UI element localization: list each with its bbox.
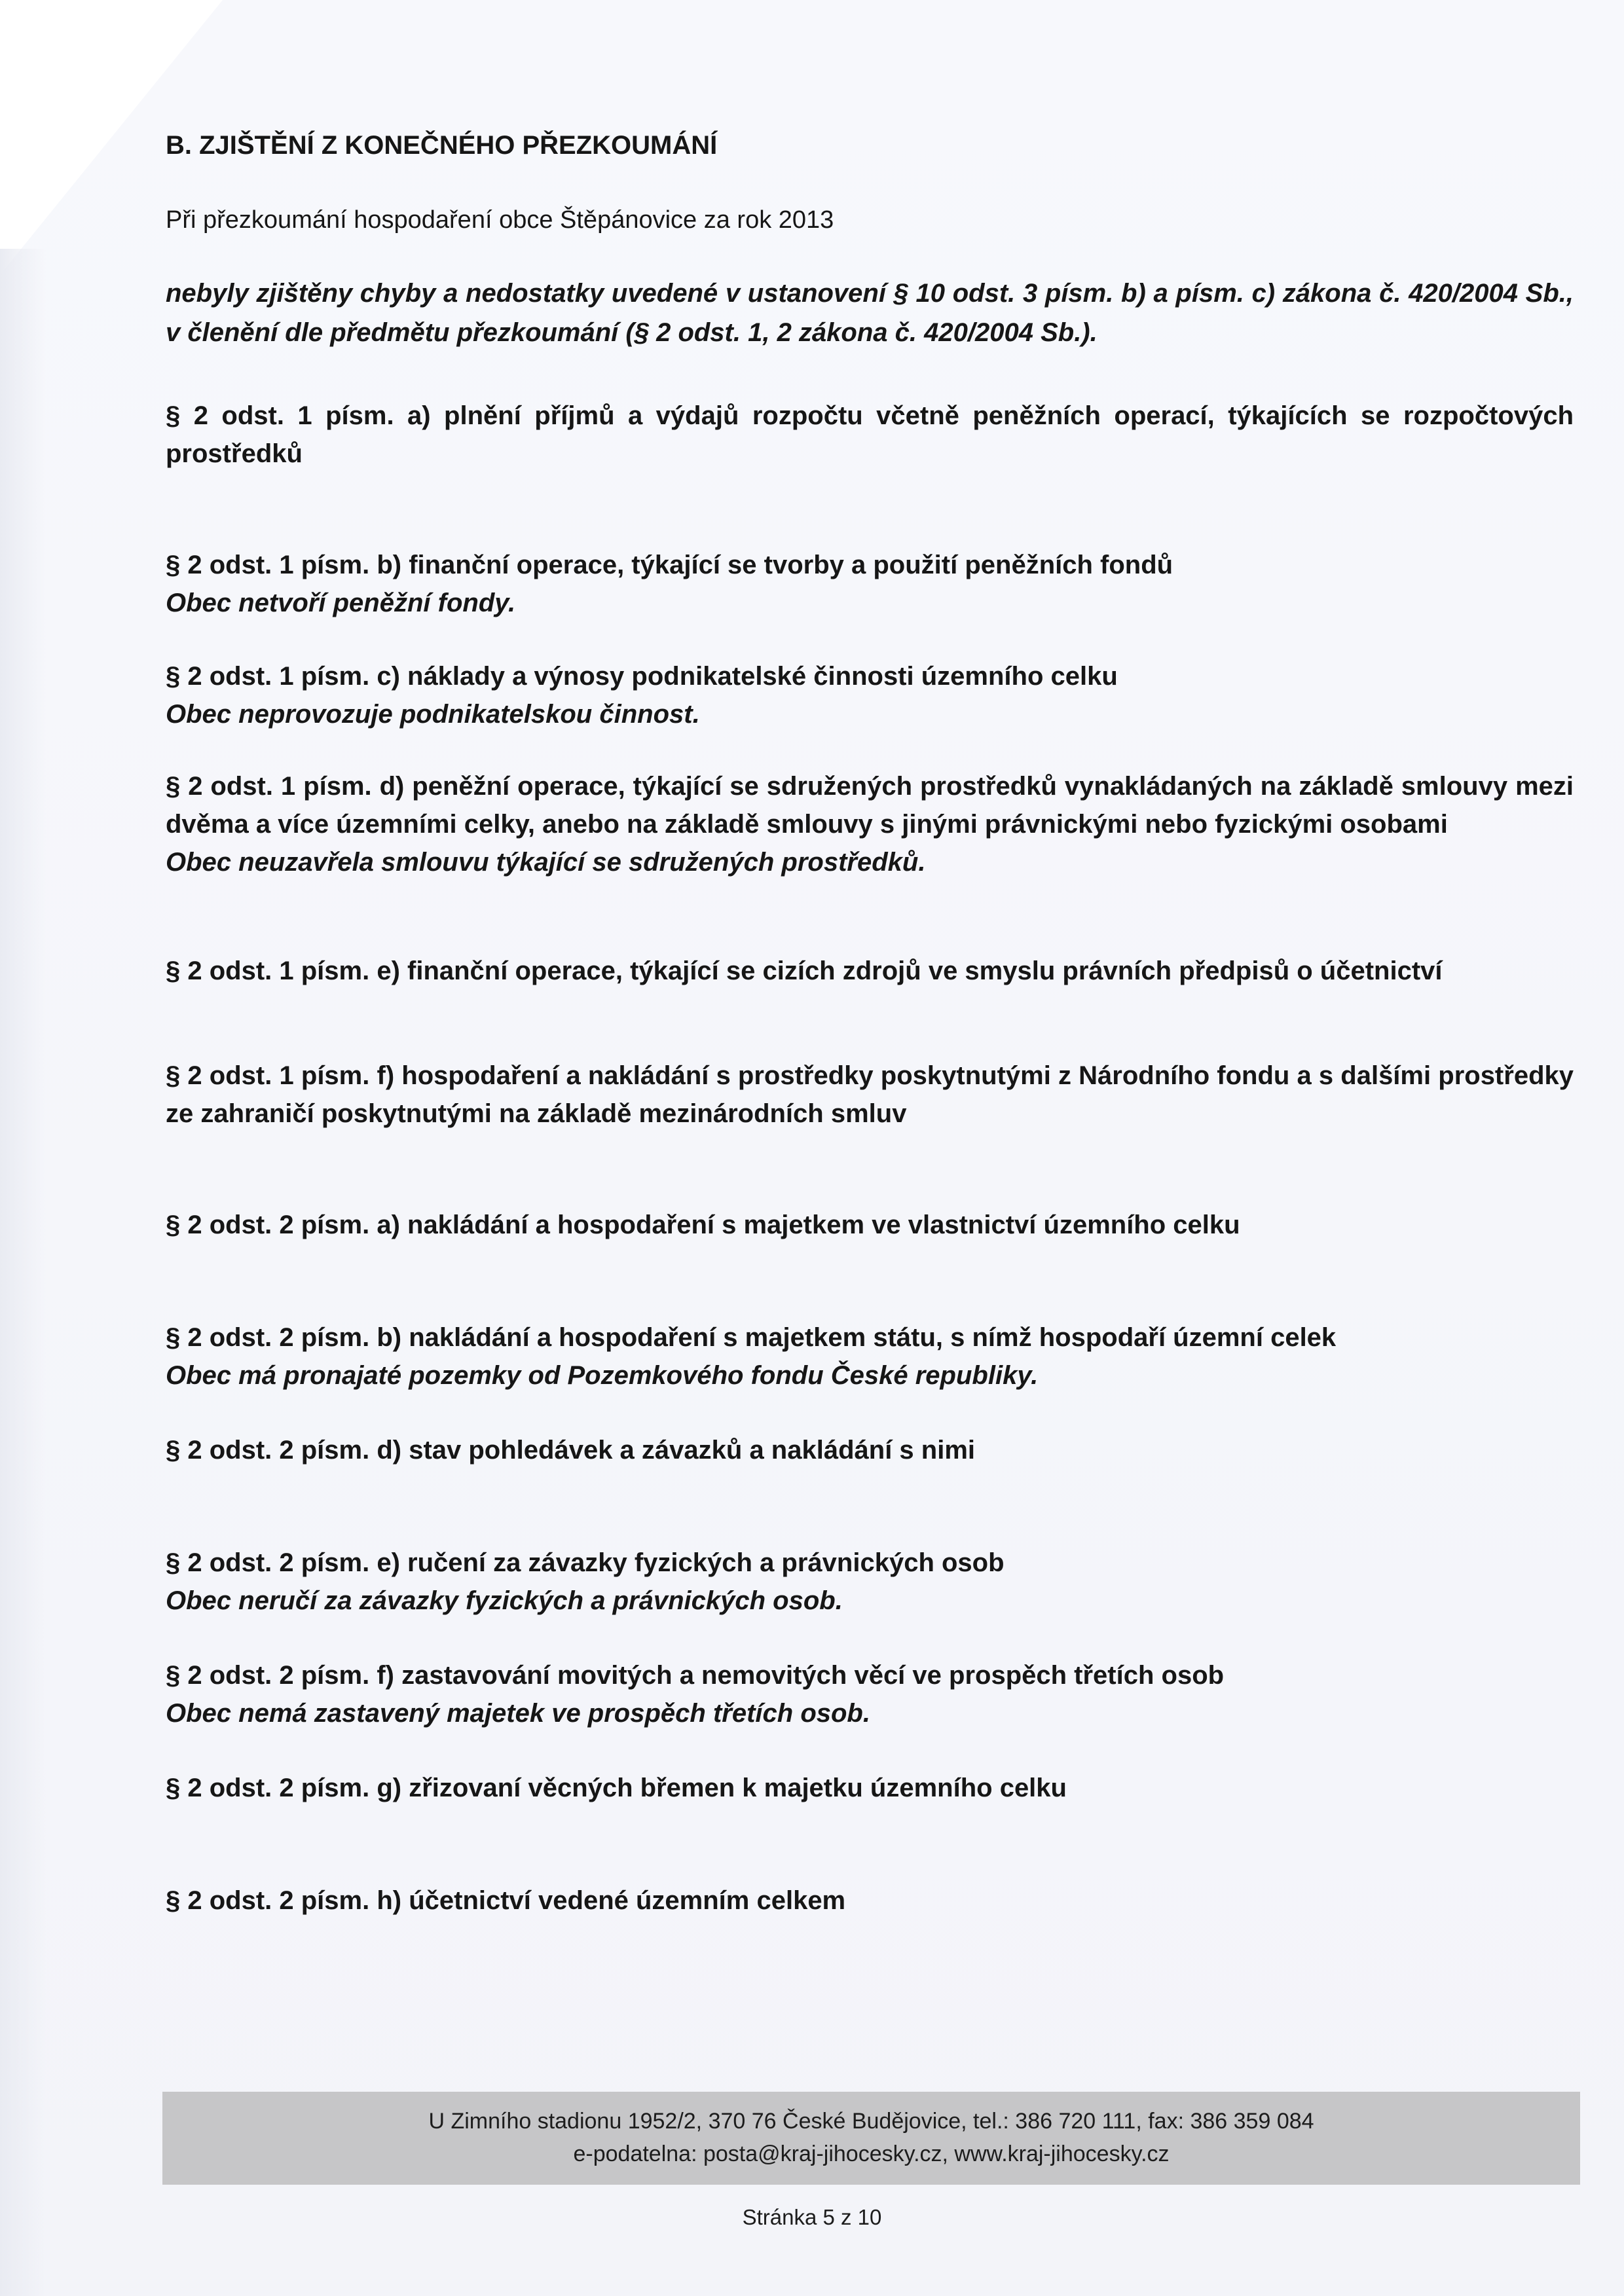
report-content [166, 131, 1574, 1927]
review-item-2-1-e [166, 952, 1574, 1057]
review-item-title: § 2 odst. 2 písm. a) nakládání a hospodaření s majetkem ve vlastnictví územního celku [166, 1211, 1240, 1239]
page-number: Stránka 5 z 10 [742, 2205, 882, 2229]
review-item-2-1-c [166, 657, 1574, 767]
footer-address: U Zimního stadionu 1952/2, 370 76 České Budějovice, tel.: 386 720 111, fax: 386 359 084 [428, 2109, 1314, 2134]
intro-text: Při přezkoumání hospodaření obce Štěpánovice za rok 2013 [166, 206, 834, 234]
review-item-2-1-d [166, 767, 1574, 952]
review-item-title: § 2 odst. 1 písm. e) finanční operace, týkající se cizích zdrojů ve smyslu právních předpisů o účetnictví [166, 957, 1443, 985]
review-item-2-2-g [166, 1769, 1574, 1882]
review-item-note: Obec netvoří peněžní fondy. [166, 589, 516, 617]
review-item-title: § 2 odst. 1 písm. d) peněžní operace, týkající se sdružených prostředků vynakládaných na základě smlouvy mezi dvěma a více územními celky, anebo na základě smlouvy s jinými právnickými nebo fyzickými osobami [166, 772, 1574, 839]
review-item-2-2-h [166, 1882, 1574, 1927]
footer-contact: e-podatelna: posta@kraj-jihocesky.cz, www.kraj-jihocesky.cz [573, 2141, 1170, 2166]
review-item-note: Obec má pronajaté pozemky od Pozemkového fondu České republiky. [166, 1361, 1039, 1390]
review-item-title: § 2 odst. 2 písm. e) ručení za závazky fyzických a právnických osob [166, 1548, 1005, 1577]
review-item-title: § 2 odst. 1 písm. b) finanční operace, týkající se tvorby a použití peněžních fondů [166, 551, 1173, 579]
review-item-note: Obec neprovozuje podnikatelskou činnost. [166, 700, 700, 729]
review-item-title: § 2 odst. 2 písm. h) účetnictví vedené územním celkem [166, 1886, 846, 1915]
review-item-title: § 2 odst. 2 písm. g) zřizovaní věcných břemen k majetku územního celku [166, 1774, 1067, 1802]
review-item-2-1-b [166, 546, 1574, 657]
footer-contact-band [162, 2092, 1580, 2185]
review-item-title: § 2 odst. 1 písm. f) hospodaření a nakládání s prostředky poskytnutými z Národního fondu a s dalšími prostředky ze zahraničí poskytnutými na základě mezinárodních smluv [166, 1061, 1574, 1128]
scan-edge-shadow [0, 249, 46, 2296]
review-item-title: § 2 odst. 2 písm. d) stav pohledávek a závazků a nakládání s nimi [166, 1436, 976, 1465]
section-heading: B. ZJIŠTĚNÍ Z KONEČNÉHO PŘEZKOUMÁNÍ [166, 131, 718, 160]
review-item-2-2-b [166, 1319, 1574, 1431]
review-item-title: § 2 odst. 1 písm. c) náklady a výnosy podnikatelské činnosti územního celku [166, 662, 1118, 691]
review-item-2-2-f [166, 1656, 1574, 1769]
review-item-2-1-a [166, 397, 1574, 546]
review-item-2-1-f [166, 1057, 1574, 1206]
review-item-2-2-e [166, 1544, 1574, 1656]
review-item-title: § 2 odst. 2 písm. f) zastavování movitých a nemovitých věcí ve prospěch třetích osob [166, 1661, 1225, 1690]
review-item-2-2-a [166, 1206, 1574, 1319]
review-item-title: § 2 odst. 2 písm. b) nakládání a hospodaření s majetkem státu, s nímž hospodaří územní celek [166, 1323, 1337, 1352]
review-item-title: § 2 odst. 1 písm. a) plnění příjmů a výdajů rozpočtu včetně peněžních operací, týkajících se rozpočtových prostředků [166, 401, 1574, 468]
review-item-note: Obec nemá zastavený majetek ve prospěch třetích osob. [166, 1699, 870, 1728]
review-item-2-2-d [166, 1431, 1574, 1544]
review-item-note: Obec neručí za závazky fyzických a právnických osob. [166, 1586, 843, 1615]
finding-statement: nebyly zjištěny chyby a nedostatky uvedené v ustanovení § 10 odst. 3 písm. b) a písm. c) zákona č. 420/2004 Sb., v členění dle předmětu přezkoumání (§ 2 odst. 1, 2 zákona č. 420/2004 Sb.). [166, 279, 1574, 347]
review-item-note: Obec neuzavřela smlouvu týkající se sdružených prostředků. [166, 848, 926, 877]
